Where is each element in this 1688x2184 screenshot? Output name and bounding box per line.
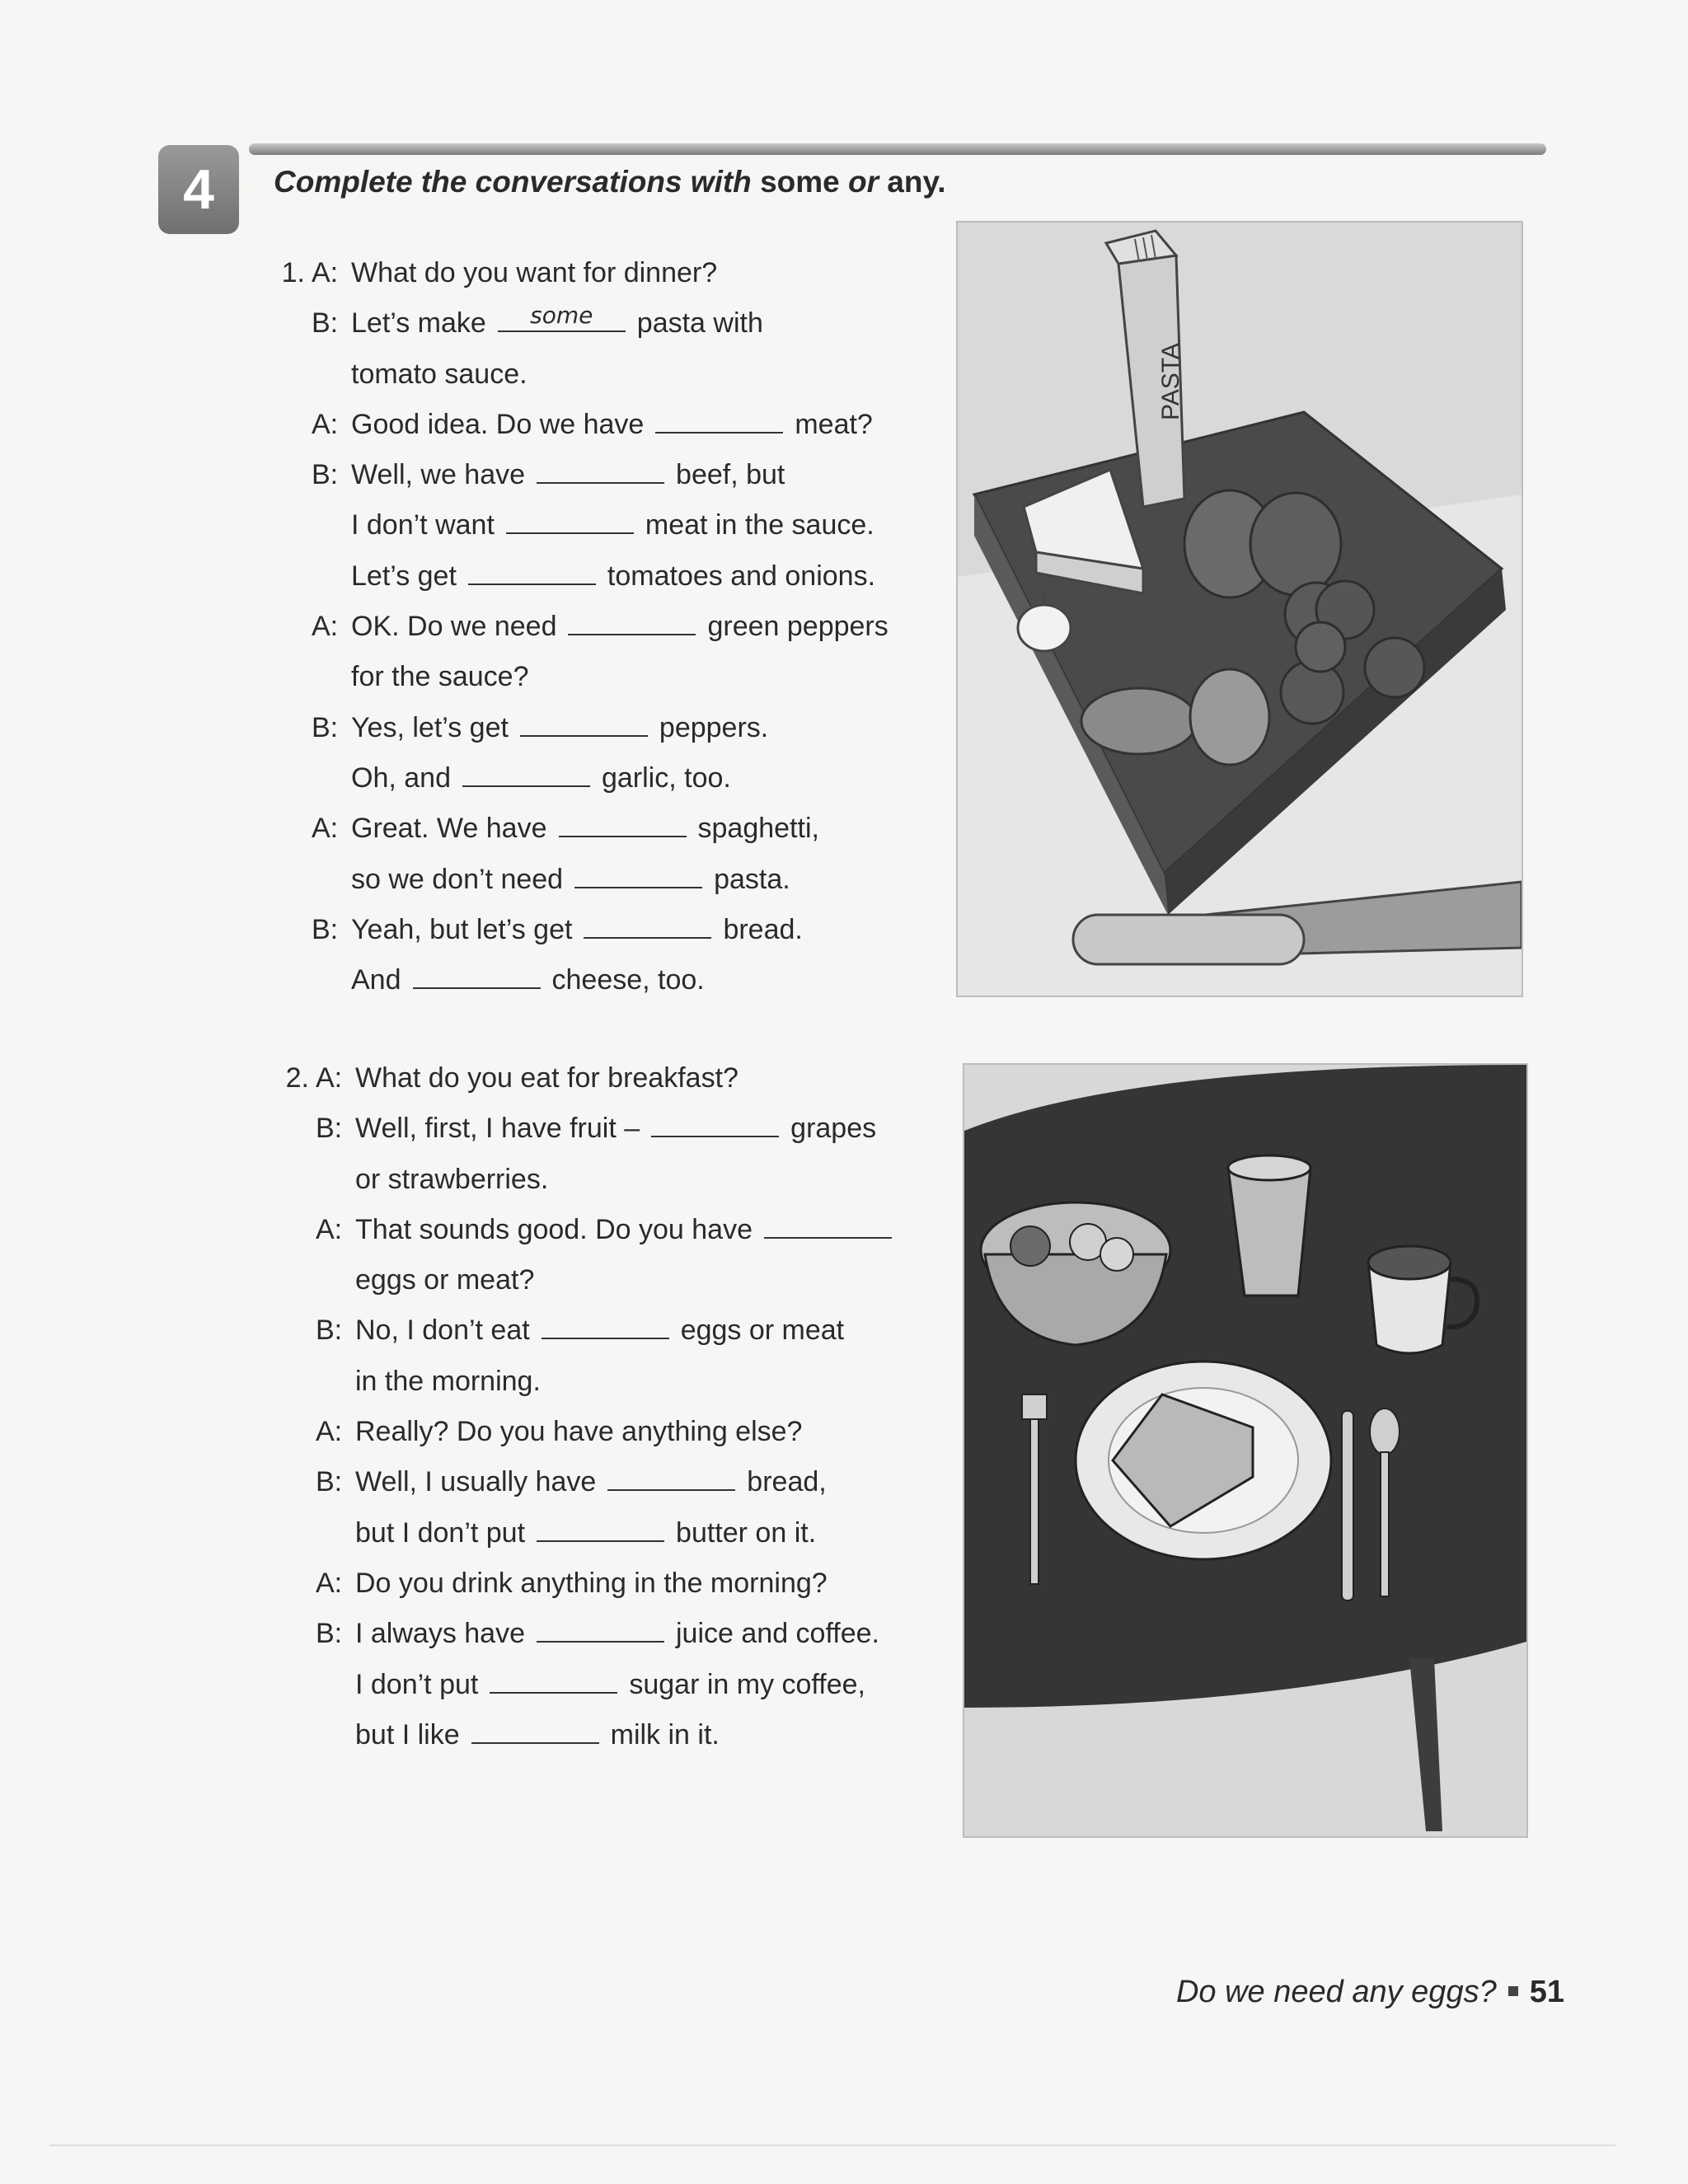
text-after-blank: butter on it. (676, 1516, 817, 1549)
answer-blank[interactable] (574, 857, 702, 888)
dialogue-text (351, 703, 768, 753)
speaker-label: A: (316, 1416, 343, 1448)
example-answer: some (530, 302, 593, 330)
text-before-blank: Great. We have (351, 813, 547, 845)
text-after-blank: tomatoes and onions. (607, 560, 876, 592)
speaker-label: B: (312, 711, 339, 743)
instruction-text: Complete the conversations with (274, 165, 761, 199)
knife (1342, 1411, 1353, 1601)
dialogue-text (355, 1255, 534, 1305)
answer-blank[interactable] (655, 402, 783, 434)
text-after-blank: cheese, too. (551, 964, 705, 996)
text-before-blank: but I don’t put (355, 1516, 526, 1549)
instruction-period: . (937, 165, 946, 199)
text-after-blank: spaghetti, (697, 813, 819, 845)
text-after-blank: pasta with (636, 307, 763, 340)
pasta-label: PASTA (1157, 343, 1184, 420)
speaker-label: A: (312, 813, 339, 845)
text-before-blank: eggs or meat? (355, 1264, 535, 1296)
exercise-number-badge: 4 (158, 145, 239, 234)
text-after-blank: grapes (790, 1113, 877, 1145)
dialogue-text (355, 1205, 903, 1255)
footer-square-bullet (1508, 1986, 1518, 1996)
dialogue-text (351, 753, 731, 804)
text-before-blank: Yes, let’s get (351, 711, 509, 743)
dialogue-text (351, 450, 785, 500)
dialogue-text (355, 1053, 738, 1104)
answer-blank[interactable] (506, 504, 634, 535)
answer-blank[interactable] (462, 756, 590, 787)
text-after-blank: beef, but (676, 459, 785, 491)
text-after-blank: milk in it. (610, 1718, 720, 1750)
unit-title: Do we need any eggs? (1175, 1975, 1497, 2009)
keyword-some: some (760, 165, 840, 199)
text-before-blank: Well, I usually have (355, 1466, 597, 1498)
text-after-blank: juice and coffee. (676, 1618, 879, 1650)
text-before-blank: Let’s get (351, 560, 457, 592)
text-before-blank: Well, we have (351, 459, 526, 491)
dialogue-text (351, 955, 705, 1005)
text-after-blank: sugar in my coffee, (629, 1668, 865, 1700)
answer-blank[interactable] (764, 1207, 892, 1239)
dialogue-text (355, 1357, 541, 1407)
answer-blank[interactable] (568, 604, 696, 635)
answer-blank[interactable] (468, 554, 596, 585)
dialogue-text (351, 804, 819, 854)
dialogue-text (351, 905, 803, 955)
text-before-blank: Good idea. Do we have (351, 408, 645, 440)
dialogue-text (355, 1407, 802, 1457)
speaker-label: B: (316, 1466, 343, 1498)
dialogue-text (355, 1104, 876, 1154)
dialogue-text (355, 1609, 879, 1659)
dialogue-text (355, 1155, 548, 1205)
text-before-blank: Oh, and (351, 762, 451, 794)
text-before-blank: What do you want for dinner? (351, 257, 718, 288)
speaker-label: B: (312, 459, 339, 491)
dialogue-text (351, 602, 889, 652)
text-after-blank: peppers. (659, 711, 769, 743)
dinner-ingredients-illustration (956, 221, 1523, 997)
exercise-instructions (274, 165, 946, 199)
speaker-label: B: (312, 307, 339, 340)
text-after-blank: bread. (723, 913, 803, 945)
speaker-label: B: (316, 1113, 343, 1145)
text-before-blank: or strawberries. (355, 1163, 549, 1195)
answer-blank[interactable] (537, 1612, 664, 1643)
dialogue-text (351, 400, 873, 450)
text-before-blank: Do you drink anything in the morning? (355, 1567, 828, 1599)
text-before-blank: in the morning. (355, 1365, 541, 1397)
answer-blank[interactable] (537, 1511, 664, 1542)
answer-blank[interactable] (607, 1460, 735, 1492)
dialogue-text (351, 652, 528, 702)
dialogue-text (355, 1660, 865, 1710)
dialogue-text (351, 551, 875, 602)
text-before-blank: No, I don’t eat (355, 1315, 530, 1347)
answer-blank[interactable] (490, 1662, 617, 1694)
dialogue-text (351, 855, 790, 905)
text-after-blank: garlic, too. (601, 762, 731, 794)
text-before-blank: but I like (355, 1718, 460, 1750)
peppers (1184, 490, 1341, 598)
speaker-label: A: (312, 611, 339, 643)
text-before-blank: for the sauce? (351, 661, 529, 693)
text-before-blank: Really? Do you have anything else? (355, 1416, 803, 1448)
page-number: 51 (1529, 1975, 1564, 2009)
dialogue-text (351, 500, 874, 551)
speaker-label: A: (312, 257, 339, 288)
text-after-blank: green peppers (707, 611, 889, 643)
speaker-label: B: (316, 1618, 343, 1650)
text-after-blank: eggs or meat (680, 1315, 845, 1347)
answer-blank[interactable] (537, 453, 664, 485)
text-before-blank: so we don’t need (351, 863, 564, 895)
dialogue-text (355, 1558, 828, 1609)
text-before-blank: And (351, 964, 401, 996)
dialogue-text (355, 1710, 720, 1760)
text-before-blank: I don’t want (351, 509, 495, 541)
page-bottom-edge (49, 2144, 1615, 2146)
text-before-blank: That sounds good. Do you have (355, 1213, 753, 1245)
answer-blank[interactable] (520, 705, 648, 737)
text-before-blank: Well, first, I have fruit – (355, 1113, 640, 1145)
answer-blank[interactable] (542, 1309, 669, 1340)
answer-blank[interactable] (559, 807, 687, 838)
dialogue-text (351, 248, 717, 298)
breakfast-table-illustration (963, 1063, 1528, 1838)
text-after-blank: meat in the sauce. (645, 509, 874, 541)
text-before-blank: Yeah, but let’s get (351, 913, 573, 945)
dialogue-text (351, 349, 528, 400)
dialogue-text (351, 298, 763, 349)
plate-with-sandwich (1076, 1361, 1331, 1559)
answer-blank[interactable] (471, 1713, 599, 1744)
text-before-blank: What do you eat for breakfast? (355, 1062, 738, 1094)
speaker-label: B: (312, 913, 339, 945)
answer-blank[interactable] (413, 958, 541, 989)
section-header-rule (249, 143, 1546, 155)
instruction-or: or (839, 165, 888, 199)
speaker-label: B: (316, 1315, 343, 1347)
text-before-blank: tomato sauce. (351, 358, 528, 390)
dialogue-text (355, 1457, 827, 1507)
text-before-blank: I don’t put (355, 1668, 479, 1700)
dialogue-text (355, 1508, 816, 1558)
page-footer (1176, 1975, 1564, 2010)
speaker-label: A: (312, 408, 339, 440)
text-before-blank: OK. Do we need (351, 611, 557, 643)
text-after-blank: bread, (747, 1466, 827, 1498)
text-after-blank: meat? (795, 408, 873, 440)
answer-blank[interactable] (498, 302, 626, 333)
dialogue-text (355, 1305, 844, 1356)
speaker-label: A: (316, 1062, 343, 1094)
conversation-number: 1. (281, 257, 305, 288)
answer-blank[interactable] (651, 1107, 779, 1138)
speaker-label: A: (316, 1567, 343, 1599)
text-before-blank: I always have (355, 1618, 525, 1650)
keyword-any: any (887, 165, 938, 199)
conversation-number: 2. (285, 1062, 309, 1094)
answer-blank[interactable] (584, 907, 711, 939)
text-before-blank: Let’s make (351, 307, 486, 340)
text-after-blank: pasta. (714, 863, 790, 895)
speaker-label: A: (316, 1213, 343, 1245)
